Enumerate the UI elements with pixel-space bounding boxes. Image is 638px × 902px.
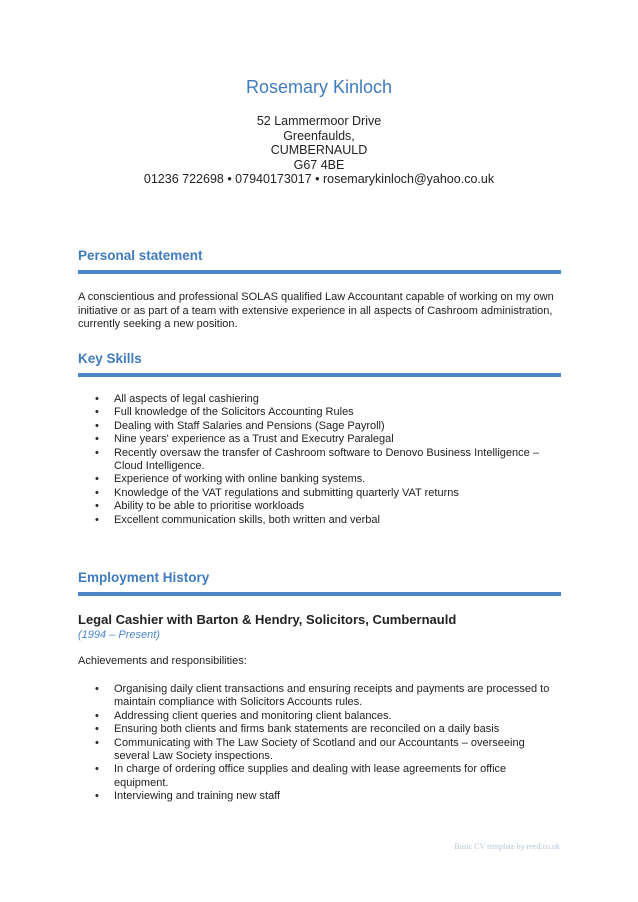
bullet-icon: •	[95, 513, 99, 526]
bullet-icon: •	[95, 393, 99, 405]
achievements-label: Achievements and responsibilities:	[78, 655, 247, 667]
list-item	[78, 473, 562, 486]
job-title: Legal Cashier with Barton & Hendry, Solicitors, Cumbernauld	[78, 612, 457, 627]
address-line-2: Greenfaulds,	[283, 128, 355, 143]
address-block	[0, 114, 638, 187]
list-item	[78, 790, 562, 803]
list-item	[78, 420, 562, 433]
list-item	[78, 710, 562, 723]
section-divider	[78, 270, 561, 274]
bullet-icon: •	[95, 433, 99, 446]
skill-text: Excellent communication skills, both written and verbal	[114, 513, 380, 526]
responsibility-text: Organising daily client transactions and ensuring receipts and payments are processed to maintain compliance with Solicitors Accounts rules.	[114, 683, 550, 709]
list-item	[78, 393, 562, 406]
job-dates: (1994 – Present)	[78, 629, 160, 641]
key-skills-heading: Key Skills	[78, 351, 142, 366]
responsibility-text: Addressing client queries and monitoring client balances.	[114, 709, 392, 722]
skill-text: Experience of working with online banking systems.	[114, 473, 366, 486]
list-item	[78, 447, 562, 474]
skill-text: Dealing with Staff Salaries and Pensions (Sage Payroll)	[114, 419, 385, 432]
list-item	[78, 683, 562, 710]
list-item	[78, 487, 562, 500]
bullet-icon: •	[95, 736, 99, 749]
responsibility-text: Ensuring both clients and firms bank statements are reconciled on a daily basis	[114, 723, 500, 736]
candidate-name: Rosemary Kinloch	[245, 77, 393, 97]
skill-text: Nine years' experience as a Trust and Executry Paralegal	[114, 433, 394, 446]
bullet-icon: •	[95, 406, 99, 419]
bullet-icon: •	[95, 683, 99, 695]
skill-text: Full knowledge of the Solicitors Accounting Rules	[114, 406, 354, 419]
responsibility-text: Communicating with The Law Society of Scotland and our Accountants – overseeing several Law Society inspections.	[114, 736, 525, 763]
responsibility-text: In charge of ordering office supplies and dealing with lease agreements for office equipment.	[114, 763, 507, 789]
personal-statement-text: A conscientious and professional SOLAS qualified Law Accountant capable of working on my own initiative or as part of a team with extensive experience in all aspects of Cashroom administration, currently seeking a new position.	[78, 291, 554, 331]
list-item	[78, 406, 562, 419]
bullet-icon: •	[95, 486, 99, 499]
bullet-icon: •	[95, 790, 99, 803]
list-item	[78, 723, 562, 736]
skill-text: Ability to be able to prioritise workloads	[114, 500, 305, 513]
address-line-3: CUMBERNAULD	[270, 143, 368, 158]
employment-history-heading: Employment History	[78, 570, 210, 585]
contact-details: 01236 722698 • 07940173017 • rosemarykinloch@yahoo.co.uk	[143, 172, 495, 187]
bullet-icon: •	[95, 419, 99, 432]
template-credit: Basic CV template by reed.co.uk	[454, 842, 560, 851]
bullet-icon: •	[95, 723, 99, 736]
skill-text: Knowledge of the VAT regulations and submitting quarterly VAT returns	[114, 486, 459, 499]
section-divider	[78, 373, 561, 377]
list-item	[78, 500, 562, 513]
address-line-1: 52 Lammermoor Drive	[256, 114, 382, 128]
bullet-icon: •	[95, 446, 99, 459]
address-postcode: G67 4BE	[293, 157, 345, 172]
skill-text: Recently oversaw the transfer of Cashroom software to Denovo Business Intelligence – Cloud Intelligence.	[114, 446, 539, 473]
list-item	[78, 737, 562, 764]
list-item	[78, 763, 562, 790]
list-item	[78, 433, 562, 446]
bullet-icon: •	[95, 763, 99, 776]
list-item	[78, 514, 562, 527]
section-divider	[78, 592, 561, 596]
responsibility-text: Interviewing and training new staff	[114, 790, 281, 803]
job-responsibilities-list	[78, 683, 562, 804]
skill-text: All aspects of legal cashiering	[114, 393, 259, 405]
key-skills-list	[78, 393, 562, 527]
bullet-icon: •	[95, 500, 99, 513]
personal-statement-heading: Personal statement	[78, 248, 203, 263]
bullet-icon: •	[95, 709, 99, 722]
bullet-icon: •	[95, 473, 99, 486]
